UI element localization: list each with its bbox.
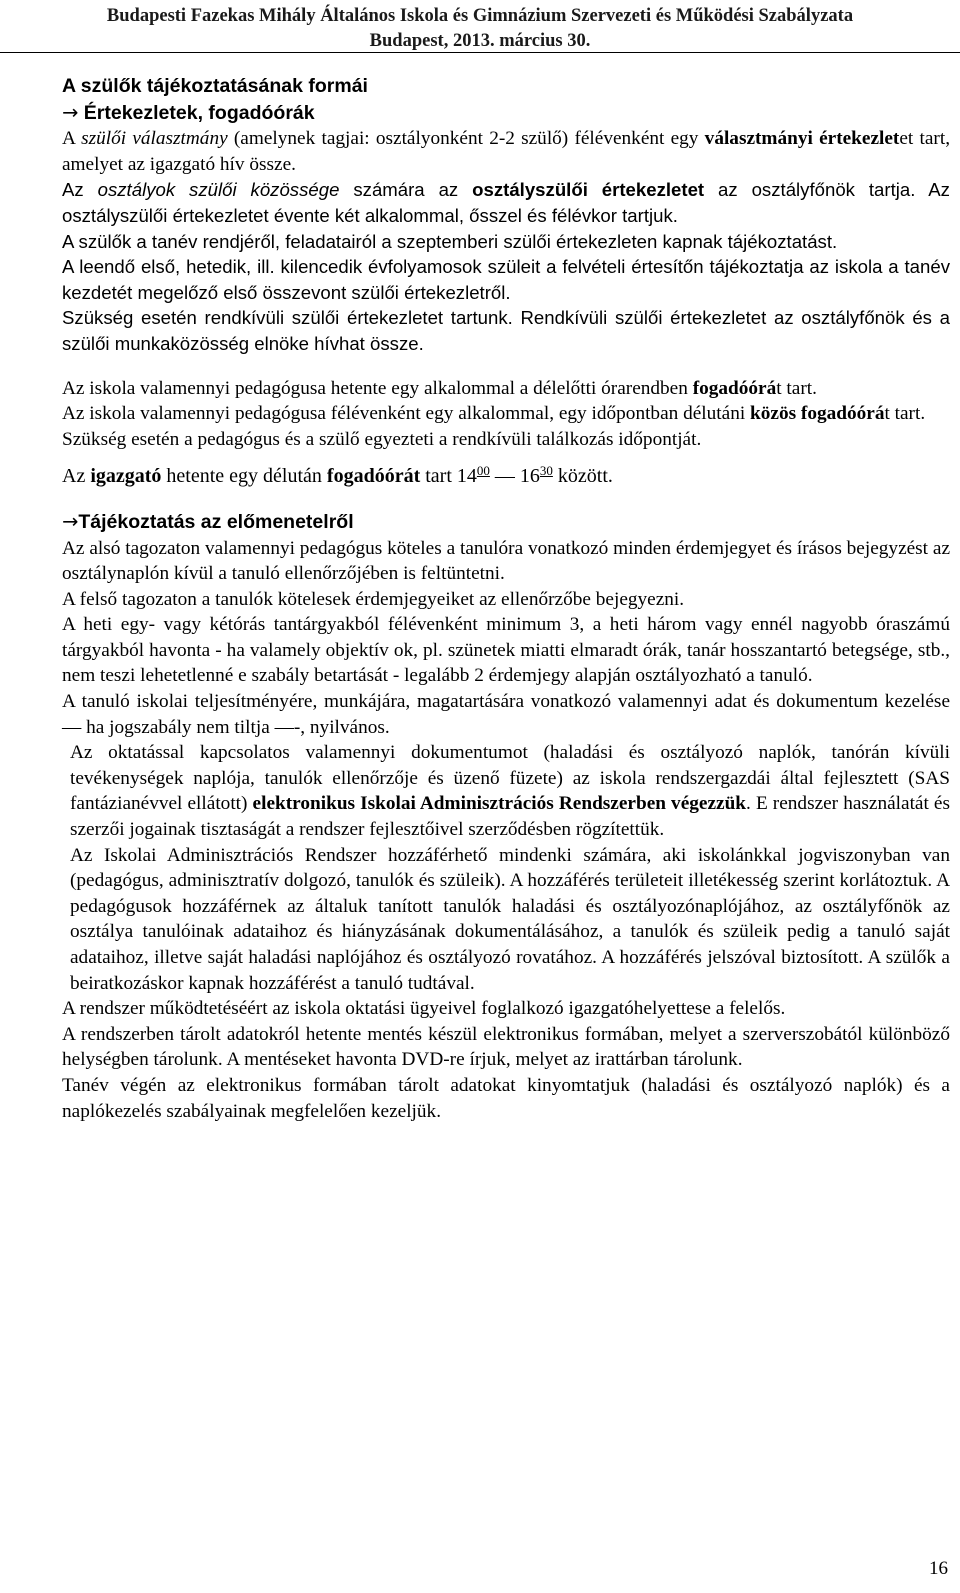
bold-term: fogadóórá [692,377,777,399]
text-run: hetente egy délután [161,465,327,488]
bold-term: osztályszülői értekezletet [472,179,705,201]
text-run: számára az [339,179,473,201]
paragraph-extraordinary-meeting: Szükség esetén rendkívüli szülői értekezletet tartunk. Rendkívüli szülői értekezletet az osztályfőnök és a szülői munkaközösség elnöke hívhat össze. [62,307,950,354]
text-run: között. [552,465,613,488]
italic-term: osztályok szülői közössége [97,179,340,201]
spacer [62,357,950,376]
paragraph-data-public: A tanuló iskolai teljesítményére, munkájára, magatartására vonatkozó valamennyi adat és dokumentum kezelése — ha jogszabály nem tiltja —-, nyilvános. [62,691,950,738]
text-run: et tart, amelyet az igazgató hív össze. [62,128,951,175]
arrow-right-icon: → [62,509,79,533]
paragraph-backup: A rendszerben tárolt adatokról hetente mentés készül elektronikus formában, melyet a szerverszobától különböző helységben tárolunk. A mentéseket havonta DVD-re írjuk, melyet az irattárban tárolunk. [62,1023,950,1071]
text-run: . E rendszer használatát és szerzői jogainak tisztaságát a rendszer fejlesztőivel szerződésben rögzítettük. [70,793,950,841]
text-run: Az [62,179,98,201]
paragraph-joint-office-hour [62,401,950,427]
running-header [0,4,960,54]
subsection-title-text: Értekezletek, fogadóórák [83,101,315,124]
text-run: t tart. [884,403,926,425]
paragraph-weekly-office-hour [62,376,950,402]
superscript-minutes: 30 [539,463,553,479]
spacer [62,452,950,464]
text-run: Az oktatással kapcsolatos valamennyi dokumentumot (haladási és osztályozó naplók, tanórán kívüli tevékenységek naplója, tanulók ellenőrzője és üzenő füzete) az iskola rendszergazdái által fejlesztett (SAS fantázianévvel ellátott) [70,742,950,815]
text-run: Az iskola valamennyi pedagógusa hetente egy alkalommal a délelőtti órarendben [62,377,693,399]
page-number: 16 [929,1558,948,1579]
header-date: Budapest, 2013. március 30. [369,31,591,51]
section-title-parent-information: A szülők tájékoztatásának formái [62,75,368,97]
paragraph-grade-minimum: A heti egy- vagy kétórás tantárgyakból félévenként minimum 3, a heti három vagy ennél nagyobb óraszámú tárgyakból havonta - ha valamely objektív ok, pl. szünetek miatti elmaradt órák, tanár hosszantartó betegsége, stb., nem teszi lehetetlenné e szabály betartását - legalább 2 érdemjegy alapján osztályozható a tanuló. [62,614,950,687]
paragraph-lower-grades: Az alsó tagozaton valamennyi pedagógus köteles a tanulóra vonatkozó minden érdemjegyet és írásos bejegyzést az osztálynaplón kívül a tanuló ellenőrzőjében is feltüntetni. [62,537,950,585]
paragraph-upper-grades: A felső tagozaton a tanulók kötelesek érdemjegyeiket az ellenőrzőbe bejegyezni. [62,588,685,610]
bold-term: elektronikus Iskolai Adminisztrációs Rendszerben végezzük [252,793,747,815]
header-rule [0,52,960,53]
italic-term: szülői választmány [81,128,228,150]
paragraph-parent-board [62,126,950,177]
bold-term: közös fogadóórá [750,403,885,425]
paragraph-year-end: Tanév végén az elektronikus formában tárolt adatokat kinyomtatjuk (haladási és osztályozó naplók) és a naplókezelés szabályainak megfelelően kezeljük. [62,1074,950,1122]
superscript-minutes: 00 [476,463,490,479]
paragraph-principal-office-hour [62,464,950,490]
paragraph-system-access: Az Iskolai Adminisztrációs Rendszer hozzáférhető mindenki számára, aki iskolánkkal jogviszonyban van (pedagógus, adminisztratív dolgozó, tanulók és szüleik). A hozzáférés területeit illetékesség szerint korlátoztuk. A pedagógusok hozzáférnek az általuk tanított tanulók haladási és osztályozónaplójához, az osztályfőnök az osztálya tanulóinak adataihoz és hiányzásának dokumentálásához, a tanulók és szüleik pedig a tanuló saját adataihoz, illetve saját haladási naplójához és osztályozó rovatához. A hozzáférés jelszóval biztosított. A szülők a beiratkozáskor kapnak hozzáférést a tanuló tudtával. [70,844,950,994]
section-title-progress [62,509,950,536]
text-run: Az [62,465,91,488]
header-title: Budapesti Fazekas Mihály Általános Iskola és Gimnázium Szervezeti és Működési Szabályzata [106,6,854,26]
text-run: (amelynek tagjai: osztályonként 2-2 szülő) félévenként egy [227,128,705,150]
arrow-right-icon: → [62,100,79,124]
paragraph-extra-meeting: Szükség esetén a pedagógus és a szülő egyezteti a rendkívüli találkozás időpontját. [62,428,702,450]
paragraph-system-responsible: A rendszer működtetéséért az iskola oktatási ügyeivel foglalkozó igazgatóhelyettese a felelős. [62,998,786,1020]
text-run: az osztályfőnök tartja. Az osztályszülői értekezletet évente két alkalommal, ősszel és félévkor tartjuk. [62,179,950,226]
bold-term: fogadóórát [326,465,421,488]
paragraph-new-students: A leendő első, hetedik, ill. kilencedik évfolyamosok szüleit a felvételi értesítőn tájékoztatja az iskola a tanév kezdetét megelőző első összevont szülői értekezletről. [62,256,950,303]
subsection-title-meetings [62,100,950,127]
paragraph-electronic-system [62,740,950,842]
text-run: Az iskola valamennyi pedagógusa félévenként egy alkalommal, egy időpontban délutáni [62,403,751,425]
text-run: A [62,128,82,150]
text-run: t tart. [776,377,817,399]
document-body [62,74,950,1124]
text-run: — 16 [489,465,540,488]
text-run: tart 14 [420,465,477,488]
section-title-text: Tájékoztatás az előmenetelről [78,510,354,533]
bold-term: választmányi értekezlet [704,128,900,150]
spacer [62,490,950,509]
paragraph-september-meeting: A szülők a tanév rendjéről, feladatairól a szeptemberi szülői értekezleten kapnak tájékoztatást. [62,230,838,252]
paragraph-class-community [62,177,950,228]
bold-term: igazgató [90,465,162,488]
